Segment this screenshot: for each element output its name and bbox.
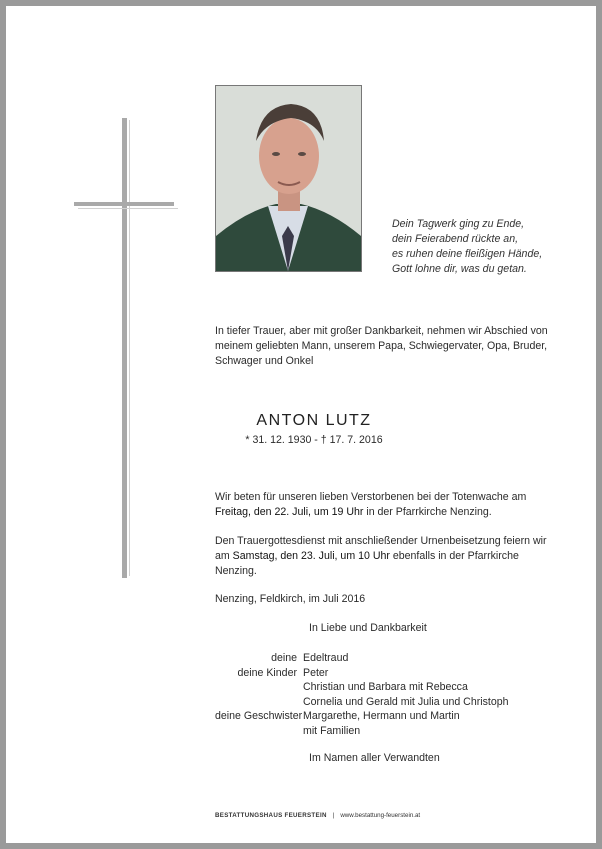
intro-text: In tiefer Trauer, aber mit großer Dankbarkeit, nehmen wir Abschied von meinem geliebten Mann, unserem Papa, Schwiegervater, Opa, Bruder, Schwager und Onkel — [215, 325, 548, 367]
poem — [392, 217, 592, 277]
family-row — [215, 651, 509, 666]
footer-separator: | — [332, 812, 335, 819]
funeral-location: ebenfalls in der Pfarrkirche Nenzing. — [215, 550, 519, 577]
family-value: Peter — [303, 666, 329, 679]
in-liebe: In Liebe und Dankbarkeit — [309, 622, 427, 634]
vigil-location: in der Pfarrkirche Nenzing. — [363, 506, 492, 518]
footer — [215, 812, 420, 819]
poem-line: dein Feierabend rückte an, — [392, 233, 519, 245]
vigil-paragraph — [215, 490, 555, 520]
family-label — [215, 695, 303, 710]
cross-shadow — [129, 120, 130, 576]
family-row — [215, 724, 509, 739]
family-label: deine Geschwister — [215, 710, 303, 722]
family-row — [215, 680, 509, 695]
family-label: deine Kinder — [237, 666, 297, 679]
funeral-date: Samstag, den 23. Juli, um 10 Uhr — [232, 550, 390, 562]
portrait-photo — [215, 85, 362, 272]
family-row — [215, 666, 509, 681]
family-list — [215, 651, 509, 738]
funeral-text: Den Trauergottesdienst mit anschließender Urnenbeisetzung feiern wir am — [215, 535, 547, 562]
family-row — [215, 709, 509, 724]
place-date: Nenzing, Feldkirch, im Juli 2016 — [215, 593, 366, 605]
life-dates: * 31. 12. 1930 - † 17. 7. 2016 — [245, 434, 383, 446]
family-label — [215, 724, 303, 739]
poem-line: Dein Tagwerk ging zu Ende, — [392, 218, 525, 230]
cross-beam-shadow — [78, 208, 178, 209]
obituary-page — [6, 6, 596, 843]
family-value: mit Familien — [303, 724, 361, 737]
vigil-date: Freitag, den 22. Juli, um 19 Uhr — [215, 506, 364, 518]
family-value: Christian und Barbara mit Rebecca — [303, 681, 468, 693]
deceased-name: ANTON LUTZ — [256, 412, 372, 429]
family-value: Margarethe, Hermann und Martin — [303, 710, 460, 722]
poem-line: es ruhen deine fleißigen Hände, — [392, 248, 543, 260]
family-value: Edeltraud — [303, 652, 349, 664]
footer-company: BESTATTUNGSHAUS FEUERSTEIN — [215, 812, 327, 819]
family-label — [215, 680, 303, 695]
closing-line: Im Namen aller Verwandten — [309, 752, 440, 764]
cross-beam — [74, 202, 174, 206]
cross-icon — [122, 118, 127, 578]
footer-url[interactable]: www.bestattung-feuerstein.at — [340, 812, 421, 819]
funeral-paragraph — [215, 534, 555, 579]
family-label: deine — [271, 652, 297, 664]
family-value: Cornelia und Gerald mit Julia und Christoph — [303, 695, 509, 708]
vigil-text: Wir beten für unseren lieben Verstorbenen bei der Totenwache am — [215, 491, 527, 503]
family-row — [215, 695, 509, 710]
poem-line: Gott lohne dir, was du getan. — [392, 263, 527, 275]
